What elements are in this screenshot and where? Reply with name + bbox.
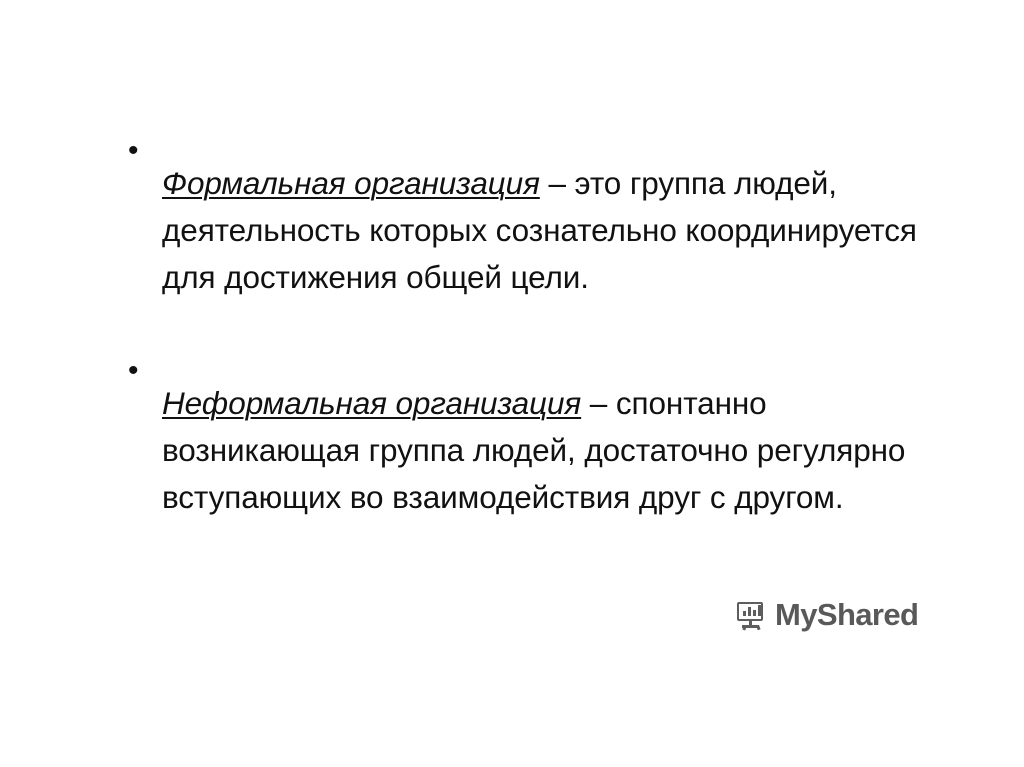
presentation-chart-icon xyxy=(736,600,766,630)
bullet-list xyxy=(128,128,918,568)
list-item xyxy=(128,128,918,332)
list-item xyxy=(128,348,918,552)
bar-shape xyxy=(743,611,746,616)
bullet-definition: – это группа людей, деятельность которых сознательно координируется для достижения общей цели. xyxy=(162,164,917,295)
bullet-definition: – спонтанно возникающая группа людей, достаточно регулярно вступающих во взаимодействия друг с другом. xyxy=(162,384,906,515)
bullet-term: Неформальная организация xyxy=(162,384,582,421)
leg-shape xyxy=(742,626,746,631)
screen-shape xyxy=(737,602,763,621)
bar-shape xyxy=(758,605,761,616)
watermark xyxy=(736,597,919,632)
bullet-term: Формальная организация xyxy=(162,164,540,201)
bullet-text xyxy=(162,160,918,301)
bar-shape xyxy=(748,607,751,616)
bullet-marker-icon: • xyxy=(128,134,139,167)
leg-shape xyxy=(756,626,760,631)
bullet-text xyxy=(162,380,918,521)
bullet-marker-icon: • xyxy=(128,354,139,387)
bar-shape xyxy=(753,610,756,616)
watermark-label: MyShared xyxy=(775,597,919,632)
